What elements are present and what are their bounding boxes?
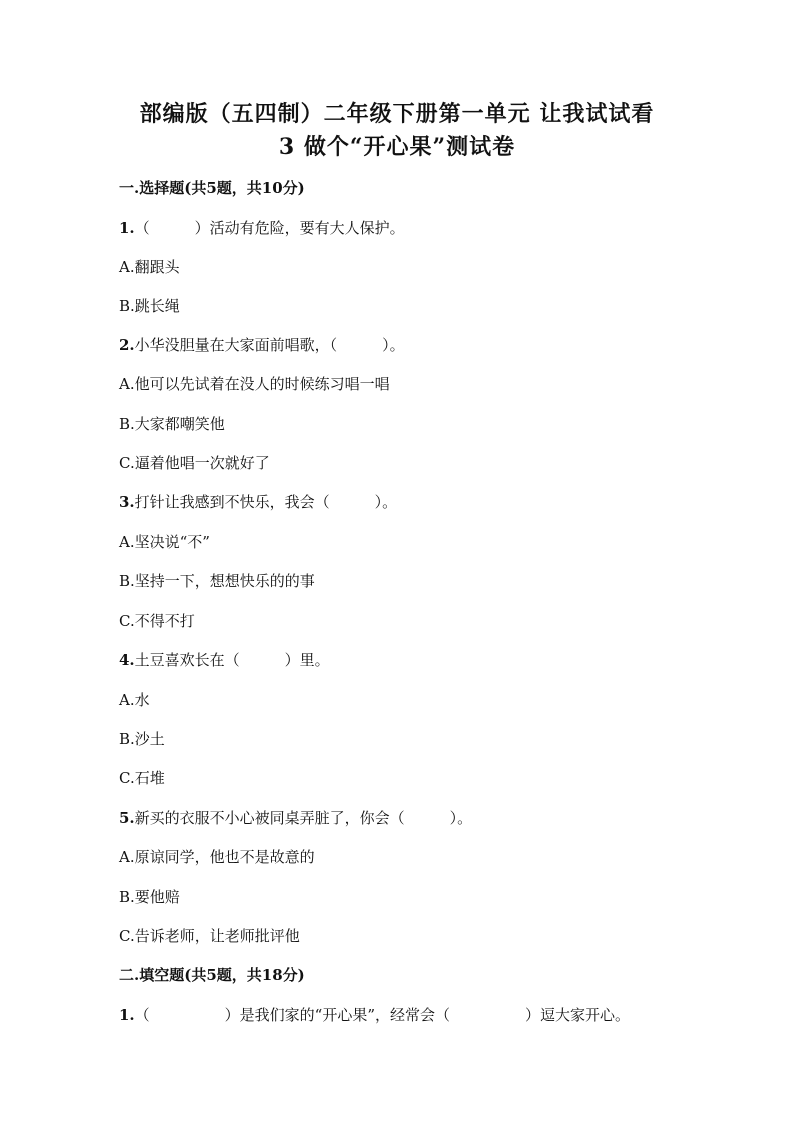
question-3 <box>119 492 397 512</box>
document-title-line1: 部编版（五四制）二年级下册第一单元 让我试试看 <box>139 101 655 127</box>
option-5a: A.原谅同学，他也不是故意的 <box>119 848 315 866</box>
question-number: 1. <box>119 1006 135 1024</box>
option-4a: A.水 <box>119 691 150 709</box>
question-text: 土豆喜欢长在（ ）里。 <box>134 651 330 669</box>
question-5 <box>119 808 472 828</box>
section-heading-choice: 一.选择题(共5题，共10分) <box>119 179 305 197</box>
question-number: 5. <box>119 809 135 827</box>
question-number: 2. <box>119 336 135 354</box>
option-3c: C.不得不打 <box>119 612 195 630</box>
option-1a: A.翻跟头 <box>119 258 180 276</box>
question-number: 3. <box>119 493 135 511</box>
document-title-line2: 3 做个“开心果”测试卷 <box>278 134 516 160</box>
question-1 <box>119 218 405 238</box>
option-5c: C.告诉老师，让老师批评他 <box>119 927 300 945</box>
option-4b: B.沙土 <box>119 730 165 748</box>
question-text: 打针让我感到不快乐，我会（ ）。 <box>134 493 398 511</box>
fill-question-1 <box>119 1005 630 1025</box>
option-2c: C.逼着他唱一次就好了 <box>119 454 270 472</box>
option-1b: B.跳长绳 <box>119 297 180 315</box>
option-2b: B.大家都嘲笑他 <box>119 415 225 433</box>
section-heading-fill: 二.填空题(共5题，共18分) <box>119 966 305 984</box>
question-number: 4. <box>119 651 135 669</box>
question-text: 小华没胆量在大家面前唱歌，（ ）。 <box>134 336 405 354</box>
question-text: （ ）活动有危险，要有大人保护。 <box>134 219 405 237</box>
option-2a: A.他可以先试着在没人的时候练习唱一唱 <box>119 375 390 393</box>
question-2 <box>119 335 405 355</box>
question-text: 新买的衣服不小心被同桌弄脏了，你会（ ）。 <box>134 809 473 827</box>
question-number: 1. <box>119 219 135 237</box>
question-text: （ ）是我们家的“开心果”，经常会（ ）逗大家开心。 <box>134 1006 631 1024</box>
question-4 <box>119 650 330 670</box>
option-3a: A.坚决说“不” <box>119 533 210 551</box>
option-4c: C.石堆 <box>119 769 165 787</box>
option-3b: B.坚持一下，想想快乐的的事 <box>119 572 315 590</box>
option-5b: B.要他赔 <box>119 888 180 906</box>
